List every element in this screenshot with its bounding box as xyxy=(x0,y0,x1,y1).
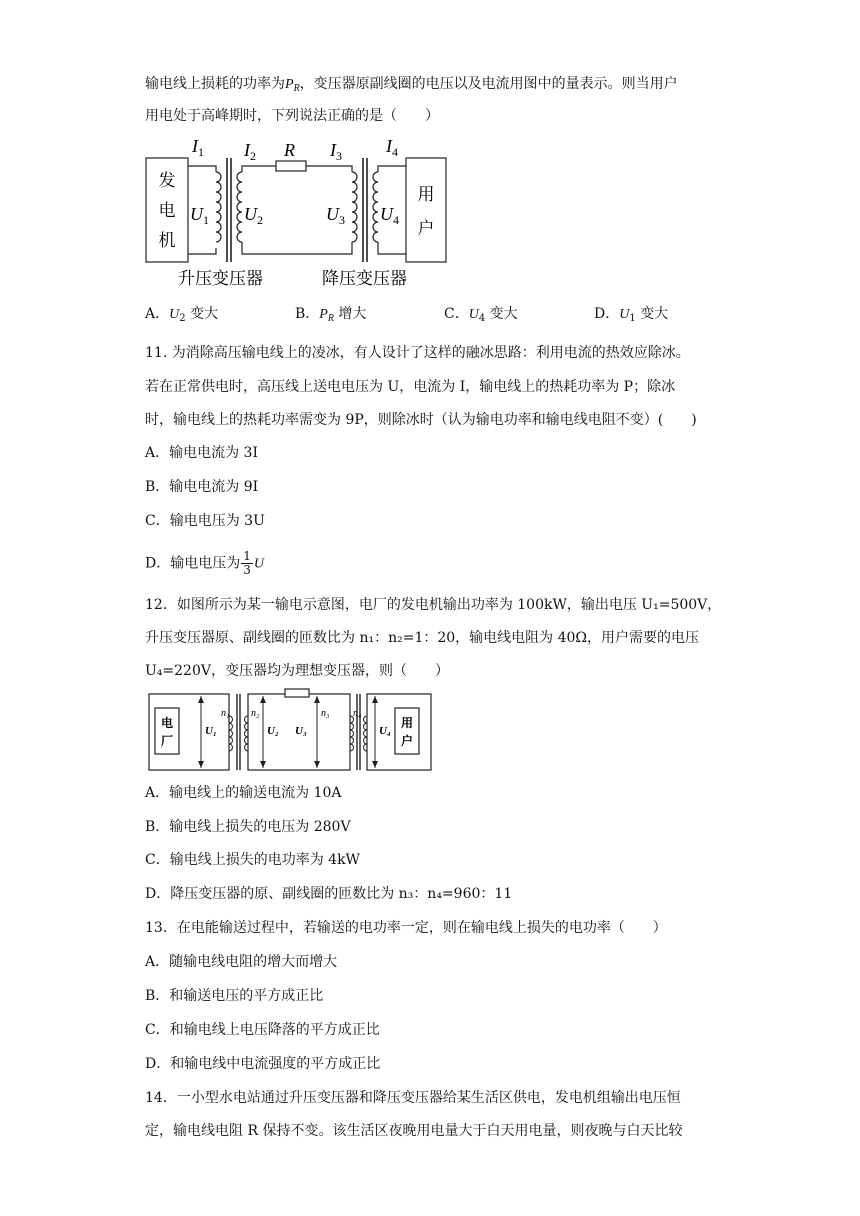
plant-label-1: 电 xyxy=(160,716,174,730)
svg-text:I2: $I_2$ xyxy=(244,140,256,163)
q10-option-d[interactable]: D．$U_1$ 变大 xyxy=(594,306,669,324)
svg-text:n₄: n₄ xyxy=(353,708,362,719)
label-I2: I xyxy=(244,140,250,160)
svg-text:n₃: n₃ xyxy=(321,708,330,719)
coil-secondary-1 xyxy=(237,172,242,242)
svg-text:U4: $U_4$ xyxy=(380,204,399,227)
q10-transformer-diagram xyxy=(140,136,460,292)
user-box xyxy=(406,158,446,262)
q11-option-a[interactable]: A．输电电流为 3I xyxy=(145,445,258,461)
q11-stem-line3: 时，输电线上的热耗功率需变为 9P，则除冰时（认为输电功率和输电线电阻不变）( ) xyxy=(145,412,697,428)
svg-text:U3: $U_3$ xyxy=(326,204,345,227)
q10-stem-line2: 用电处于高峰期时，下列说法正确的是（ ） xyxy=(145,108,439,124)
svg-text:I4: $I_4$ xyxy=(386,136,398,159)
q13-option-b[interactable]: B．和输送电压的平方成正比 xyxy=(145,988,324,1004)
label-U4: U xyxy=(380,204,393,224)
resistor-R xyxy=(276,161,306,171)
coil-primary-2 xyxy=(352,172,357,242)
q13-stem: 13．在电能输送过程中，若输送的电功率一定，则在输电线上损失的电功率（ ） xyxy=(145,920,667,936)
q11-stem-line2: 若在正常供电时，高压线上送电电压为 U，电流为 I，输电线上的热耗功率为 P；除冰 xyxy=(145,379,676,395)
user-label-2: 户 xyxy=(417,219,435,239)
q14-stem-line1: 14．一小型水电站通过升压变压器和降压变压器给某生活区供电，发电机组输出电压恒 xyxy=(145,1090,681,1106)
generator-label-3: 机 xyxy=(158,231,176,251)
q13-option-c[interactable]: C．和输电线上电压降落的平方成正比 xyxy=(145,1022,380,1038)
q12-stem-line1: 12．如图所示为某一输电示意图，电厂的发电机输出功率为 100kW，输出电压 U₁=500V， xyxy=(145,597,722,613)
label-U1: U xyxy=(190,204,203,224)
label-I4: I xyxy=(386,136,392,156)
q12-stem-line3: U₄=220V，变压器均为理想变压器，则（ ） xyxy=(145,663,449,679)
q10-option-c[interactable]: C．$U_4$ 变大 xyxy=(444,306,518,324)
q13-option-d[interactable]: D．和输电线中电流强度的平方成正比 xyxy=(145,1056,381,1072)
svg-text:U2: $U_2$ xyxy=(244,204,263,227)
svg-text:U₁: U₁ xyxy=(205,725,217,737)
q12-option-d[interactable]: D．降压变压器的原、副线圈的匝数比为 n₃：n₄=960：11 xyxy=(145,886,513,902)
user2-label-2: 户 xyxy=(400,734,414,748)
q12-option-c[interactable]: C．输电线上损失的电功率为 4kW xyxy=(145,852,360,868)
q12-option-a[interactable]: A．输电线上的输送电流为 10A xyxy=(145,785,342,801)
caption-step-up: 升压变压器 xyxy=(178,269,263,289)
q11-stem-line1: 11. 为消除高压输电线上的凌冰，有人设计了这样的融冰思路：利用电流的热效应除冰。 xyxy=(145,345,690,361)
label-U2: U xyxy=(244,204,257,224)
svg-text:U₂: U₂ xyxy=(267,725,279,737)
user-label-1: 用 xyxy=(417,185,435,205)
svg-text:I3: $I_3$ xyxy=(330,140,342,163)
q13-option-a[interactable]: A．随输电线电阻的增大而增大 xyxy=(145,954,338,970)
label-I1: I xyxy=(192,136,198,156)
user2-label-1: 用 xyxy=(400,716,414,730)
q14-stem-line2: 定，输电线电阻 R 保持不变。该生活区夜晚用电量大于白天用电量，则夜晚与白天比较 xyxy=(145,1123,683,1139)
svg-text:n₁: n₁ xyxy=(221,708,230,719)
q11-option-c[interactable]: C．输电电压为 3U xyxy=(145,513,265,529)
svg-text:I1: $I_1$ xyxy=(192,136,204,159)
q10-option-a[interactable]: A．$U_2$ 变大 xyxy=(145,306,219,324)
q12-transmission-diagram xyxy=(145,688,435,774)
svg-text:U₃: U₃ xyxy=(295,725,307,737)
coil-primary-1 xyxy=(216,172,221,242)
caption-step-down: 降压变压器 xyxy=(322,269,407,289)
svg-text:U₄: U₄ xyxy=(379,725,391,737)
svg-text:U1: $U_1$ xyxy=(190,204,209,227)
q10-option-b[interactable]: B．$P_R$ 增大 xyxy=(295,306,367,324)
label-I3: I xyxy=(330,140,336,160)
svg-text:n₂: n₂ xyxy=(251,708,260,719)
coil-secondary-2 xyxy=(373,172,378,242)
fraction-one-third: $\frac{1}{3}$ xyxy=(243,549,251,577)
q11-option-d[interactable]: D．输电电压为 $\frac{1}{3}$ U xyxy=(145,549,264,577)
generator-label-1: 发 xyxy=(158,171,176,191)
q11-option-b[interactable]: B．输电电流为 9I xyxy=(145,479,259,495)
plant-label-2: 厂 xyxy=(160,734,174,748)
q12-option-b[interactable]: B．输电线上损失的电压为 280V xyxy=(145,819,351,835)
q10-stem-line1: 输电线上损耗的功率为$P_R$，变压器原副线圈的电压以及电流用图中的量表示。则当用户 xyxy=(145,76,678,94)
label-R: R xyxy=(284,140,295,160)
label-U3: U xyxy=(326,204,339,224)
generator-label-2: 电 xyxy=(158,201,176,221)
q12-stem-line2: 升压变压器原、副线圈的匝数比为 n₁：n₂=1：20，输电线电阻为 40Ω，用户需要的电压 xyxy=(145,630,700,646)
